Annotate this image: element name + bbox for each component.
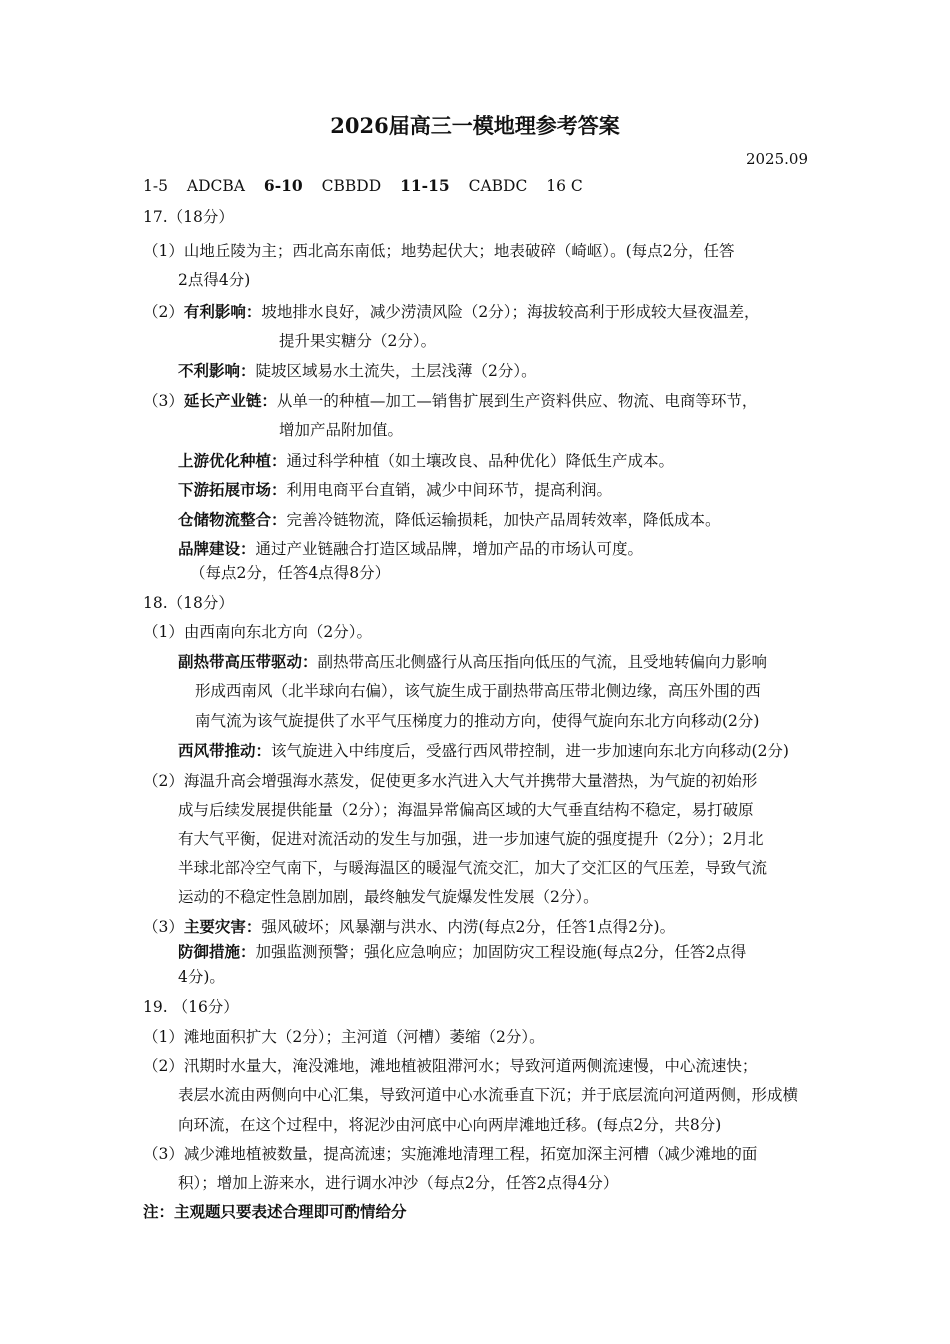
q17-header: 17.（18分） — [143, 208, 234, 226]
q18-part3-line1 — [143, 917, 675, 937]
mc-group-4: 16 C — [546, 177, 583, 195]
mc-group-1-answers: ADCBA — [186, 177, 245, 195]
q17-part2-line2: 提升果实糖分（2分）。 — [279, 332, 437, 350]
mc-group-3-label: 11-15 — [400, 176, 450, 195]
mc-answers — [143, 176, 583, 196]
q17-part3-number: （3） — [143, 392, 184, 410]
document-title: 2026届高三一模地理参考答案 — [330, 113, 620, 138]
q19-header: 19. （16分） — [143, 998, 239, 1016]
q18-part3-line3: 4分)。 — [178, 968, 225, 986]
q18-part3-line2 — [178, 942, 746, 962]
q17-part2-line1 — [143, 302, 760, 322]
q18-part3-label: 主要灾害： — [183, 917, 262, 936]
q18-part1-item1 — [178, 652, 767, 672]
q19-part1: （1）滩地面积扩大（2分）；主河道（河槽）萎缩（2分）。 — [143, 1028, 545, 1046]
q19-part2-line3: 向环流，在这个过程中，将泥沙由河底中心向两岸滩地迁移。(每点2分，共8分) — [178, 1116, 722, 1134]
q17-part3-item1 — [178, 451, 674, 471]
q18-part1-item2 — [178, 741, 789, 761]
q17-part2-text3: 陡坡区域易水土流失，土层浅薄（2分）。 — [255, 362, 537, 380]
mc-group-1-label: 1-5 — [143, 177, 168, 195]
q18-part1-item1-label: 副热带高压带驱动： — [178, 652, 318, 671]
q18-part1-item2-text: 该气旋进入中纬度后，受盛行西风带控制，进一步加速向东北方向移动(2分) — [271, 742, 789, 760]
q17-part3-text: 从单一的种植—加工—销售扩展到生产资料供应、物流、电商等环节， — [276, 392, 758, 410]
q18-part2-line3: 有大气平衡，促进对流活动的发生与加强，进一步加速气旋的强度提升（2分）；2月北 — [178, 830, 764, 848]
q17-part3-item3-label: 仓储物流整合： — [178, 510, 287, 529]
q17-part3-item2-label: 下游拓展市场： — [178, 480, 287, 499]
q17-part2-text: 坡地排水良好，减少涝渍风险（2分）；海拔较高利于形成较大昼夜温差， — [261, 303, 760, 321]
q17-part2-line3 — [178, 361, 537, 381]
q17-part2-label: 有利影响： — [183, 302, 262, 321]
q17-part3-item3-text: 完善冷链物流，降低运输损耗，加快产品周转效率，降低成本。 — [286, 511, 721, 529]
q17-part3-label: 延长产业链： — [183, 391, 277, 410]
q17-part3-item2-text: 利用电商平台直销，减少中间环节，提高利润。 — [286, 481, 613, 499]
q17-part3-item4-text: 通过产业链融合打造区域品牌，增加产品的市场认可度。 — [255, 540, 644, 558]
q17-part1-line2: 2点得4分) — [178, 271, 251, 289]
grading-note: 注：主观题只要表述合理即可酌情给分 — [143, 1202, 407, 1221]
q18-part3-number: （3） — [143, 918, 184, 936]
q17-part1-line1: （1）山地丘陵为主；西北高东南低；地势起伏大；地表破碎（崎岖）。(每点2分，任答 — [143, 242, 735, 260]
q18-part2-line2: 成与后续发展提供能量（2分）；海温异常偏高区域的大气垂直结构不稳定，易打破原 — [178, 801, 754, 819]
q18-part2-line4: 半球北部冷空气南下，与暖海温区的暖湿气流交汇，加大了交汇区的气压差，导致气流 — [178, 859, 768, 877]
q19-part2-line1: （2）汛期时水量大，淹没滩地，滩地植被阻滞河水；导致河道两侧流速慢，中心流速快； — [143, 1057, 758, 1075]
q17-part3-line1 — [143, 391, 757, 411]
mc-group-2-answers: CBBDD — [321, 177, 382, 195]
q17-part3-item2 — [178, 480, 612, 500]
q18-part2-line1: （2）海温升高会增强海水蒸发，促使更多水汽进入大气并携带大量潜热，为气旋的初始形 — [143, 772, 758, 790]
q18-part3-label2: 防御措施： — [178, 942, 256, 961]
q18-header: 18.（18分） — [143, 594, 234, 612]
q18-part3-text2: 加强监测预警；强化应急响应；加固防灾工程设施(每点2分，任答2点得 — [255, 943, 747, 961]
q18-part1-item1-line3: 南气流为该气旋提供了水平气压梯度力的推动方向，使得气旋向东北方向移动(2分) — [195, 712, 760, 730]
q19-part2-line2: 表层水流由两侧向中心汇集，导致河道中心水流垂直下沉；并于底层流向河道两侧，形成横 — [178, 1086, 799, 1104]
q18-part1-item2-label: 西风带推动： — [178, 741, 272, 760]
q18-part2-line5: 运动的不稳定性急剧加剧，最终触发气旋爆发性发展（2分）。 — [178, 888, 599, 906]
q19-part3-line2: 积）；增加上游来水，进行调水冲沙（每点2分，任答2点得4分） — [178, 1174, 619, 1192]
q18-part1-item1-text: 副热带高压北侧盛行从高压指向低压的气流，且受地转偏向力影响 — [317, 653, 768, 671]
q17-part3-line2: 增加产品附加值。 — [279, 421, 404, 439]
q18-part1-line1: （1）由西南向东北方向（2分）。 — [143, 623, 372, 641]
q17-part3-item4-label: 品牌建设： — [178, 539, 256, 558]
q17-part3-item1-text: 通过科学种植（如土壤改良、品种优化）降低生产成本。 — [286, 452, 675, 470]
q17-part2-number: （2） — [143, 303, 184, 321]
q17-part3-item4 — [178, 539, 643, 559]
q17-part3-item3 — [178, 510, 721, 530]
q17-part3-item1-label: 上游优化种植： — [178, 451, 287, 470]
mc-group-2-label: 6-10 — [263, 176, 303, 195]
q19-part3-line1: （3）减少滩地植被数量，提高流速；实施滩地清理工程，拓宽加深主河槽（减少滩地的面 — [143, 1145, 758, 1163]
mc-group-3-answers: CABDC — [468, 177, 528, 195]
q17-part3-score: （每点2分，任答4点得8分） — [190, 564, 391, 582]
q18-part3-text: 强风破坏；风暴潮与洪水、内涝(每点2分，任答1点得2分)。 — [261, 918, 676, 936]
document-date: 2025.09 — [745, 150, 808, 168]
q18-part1-item1-line2: 形成西南风（北半球向右偏），该气旋生成于副热带高压带北侧边缘，高压外围的西 — [195, 682, 761, 700]
q17-part2-label2: 不利影响： — [178, 361, 256, 380]
